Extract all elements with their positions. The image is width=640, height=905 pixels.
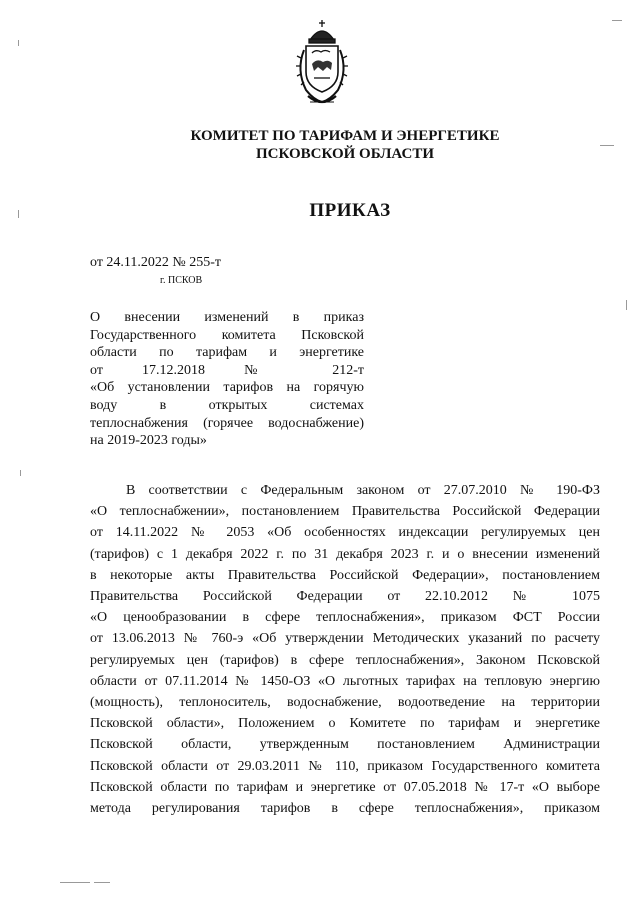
order-city: г. ПСКОВ bbox=[160, 275, 203, 286]
pskov-coat-of-arms-icon bbox=[290, 18, 354, 110]
subject-line: на 2019-2023 годы» bbox=[90, 433, 207, 449]
subject-line: области по тарифам и энергетике bbox=[90, 345, 364, 361]
subject-line: Государственного комитета Псковской bbox=[90, 327, 364, 343]
body-line: «О теплоснабжении», постановлением Правительства Российской Федерации bbox=[90, 504, 600, 520]
body-line: Псковской области от 29.03.2011 № 110, приказом Государственного комитета bbox=[90, 758, 600, 774]
organization-name-line-2: ПСКОВСКОЙ ОБЛАСТИ bbox=[255, 146, 435, 162]
scan-artifact bbox=[20, 470, 21, 476]
body-line: регулируемых цен (тарифов) в сфере теплоснабжения», Законом Псковской bbox=[90, 652, 600, 668]
order-date-number: от 24.11.2022 № 255-т bbox=[90, 255, 222, 270]
body-line: В соответствии с Федеральным законом от 27.07.2010 № 190-ФЗ bbox=[126, 483, 600, 498]
body-line: Правительства Российской Федерации от 22.10.2012 № 1075 bbox=[90, 589, 600, 605]
scan-artifact bbox=[94, 882, 110, 883]
scan-artifact bbox=[626, 300, 627, 310]
body-line: Псковской области, утвержденным постановлением Администрации bbox=[90, 737, 600, 753]
body-line: области от 07.11.2014 № 1450-ОЗ «О льготных тарифах на тепловую энергию bbox=[90, 673, 600, 689]
subject-line: «Об установлении тарифов на горячую bbox=[90, 380, 364, 396]
scan-artifact bbox=[60, 882, 90, 883]
organization-name bbox=[150, 127, 540, 163]
order-body-paragraph bbox=[90, 480, 600, 819]
scan-artifact bbox=[612, 20, 622, 21]
order-subject bbox=[90, 309, 364, 450]
subject-line: воду в открытых системах bbox=[90, 397, 364, 413]
scan-artifact bbox=[18, 40, 19, 46]
scan-artifact bbox=[600, 145, 614, 146]
body-line: от 14.11.2022 № 2053 «Об особенностях индексации регулируемых цен bbox=[90, 525, 600, 541]
subject-line: теплоснабжения (горячее водоснабжение) bbox=[90, 415, 364, 431]
document-type-heading: ПРИКАЗ bbox=[309, 200, 391, 221]
body-line: в некоторые акты Правительства Российской Федерации», постановлением bbox=[90, 567, 600, 583]
body-line: Псковской области», Положением о Комитете по тарифам и энергетике bbox=[90, 716, 600, 732]
body-line: метода регулирования тарифов в сфере теплоснабжения», приказом bbox=[90, 801, 600, 817]
body-line: «О ценообразовании в сфере теплоснабжения», приказом ФСТ России bbox=[90, 610, 600, 626]
organization-name-line-1: КОМИТЕТ ПО ТАРИФАМ И ЭНЕРГЕТИКЕ bbox=[190, 128, 500, 144]
scan-artifact bbox=[18, 210, 19, 218]
subject-line: О внесении изменений в приказ bbox=[90, 310, 364, 325]
subject-line: от 17.12.2018 № 212-т bbox=[90, 362, 364, 378]
body-line: (тарифов) с 1 декабря 2022 г. по 31 декабря 2023 г. и о внесении изменений bbox=[90, 546, 600, 562]
body-line: (мощность), теплоноситель, водоснабжение, водоотведение на территории bbox=[90, 695, 600, 711]
body-line: Псковской области по тарифам и энергетике от 07.05.2018 № 17-т «О выборе bbox=[90, 779, 600, 795]
body-line: от 13.06.2013 № 760-э «Об утверждении Методических указаний по расчету bbox=[90, 631, 600, 647]
